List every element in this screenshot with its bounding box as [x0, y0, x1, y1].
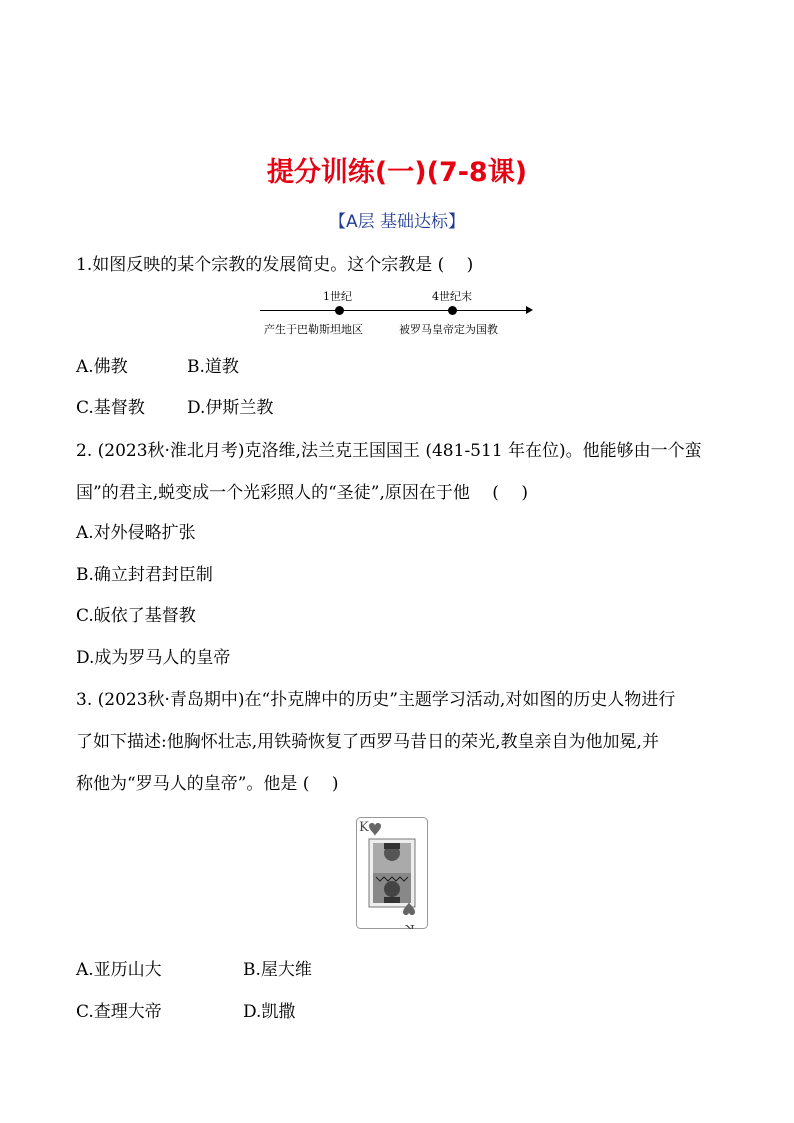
q1-option-d: D.伊斯兰教: [187, 398, 274, 418]
q3-stem-line3: 称他为“罗马人的皇帝”。他是 ( ): [76, 774, 339, 794]
q3-stem-line1: 3. (2023秋·青岛期中)在“扑克牌中的历史”主题学习活动,对如图的历史人物进行: [76, 690, 676, 710]
q2-stem-line1: 2. (2023秋·淮北月考)克洛维,法兰克王国国王 (481-511 年在位)。他能够由一个蛮: [76, 441, 702, 461]
q2-stem-line2: 国”的君主,蜕变成一个光彩照人的“圣徒”,原因在于他 ( ): [76, 483, 528, 503]
q1-option-b: B.道教: [187, 357, 239, 377]
q3-option-b: B.屋大维: [243, 960, 312, 980]
timeline-dot-1: [335, 306, 344, 315]
svg-text:K: K: [405, 921, 415, 929]
card-rank-top: K: [359, 820, 369, 835]
q1-stem: 1.如图反映的某个宗教的发展简史。这个宗教是 ( ): [76, 255, 474, 275]
q3-stem-line2: 了如下描述:他胸怀壮志,用铁骑恢复了西罗马昔日的荣光,教皇亲自为他加冕,并: [76, 732, 659, 752]
q2-option-c: C.皈依了基督教: [76, 606, 196, 626]
q3-option-d: D.凯撒: [243, 1002, 296, 1022]
timeline-figure: [260, 286, 535, 336]
timeline-arrow-icon: [526, 306, 533, 314]
q2-option-b: B.确立封君封臣制: [76, 565, 213, 585]
section-heading: 【A层 基础达标】: [328, 212, 466, 232]
page-title: 提分训练(一)(7-8课): [266, 157, 528, 188]
timeline-dot-2: [448, 306, 457, 315]
timeline-point1-bottom: 产生于巴勒斯坦地区: [264, 323, 363, 336]
timeline-point2-top: 4世纪末: [432, 290, 472, 303]
q3-option-c: C.查理大帝: [76, 1002, 162, 1022]
q3-option-a: A.亚历山大: [76, 960, 162, 980]
q2-option-d: D.成为罗马人的皇帝: [76, 648, 231, 668]
q1-option-c: C.基督教: [76, 398, 145, 418]
q2-option-a: A.对外侵略扩张: [76, 523, 196, 543]
timeline-point2-bottom: 被罗马皇帝定为国教: [399, 323, 498, 336]
king-of-hearts-card-image: [356, 817, 428, 929]
timeline-axis: [260, 310, 528, 311]
q1-option-a: A.佛教: [76, 357, 128, 377]
timeline-point1-top: 1世纪: [323, 290, 352, 303]
